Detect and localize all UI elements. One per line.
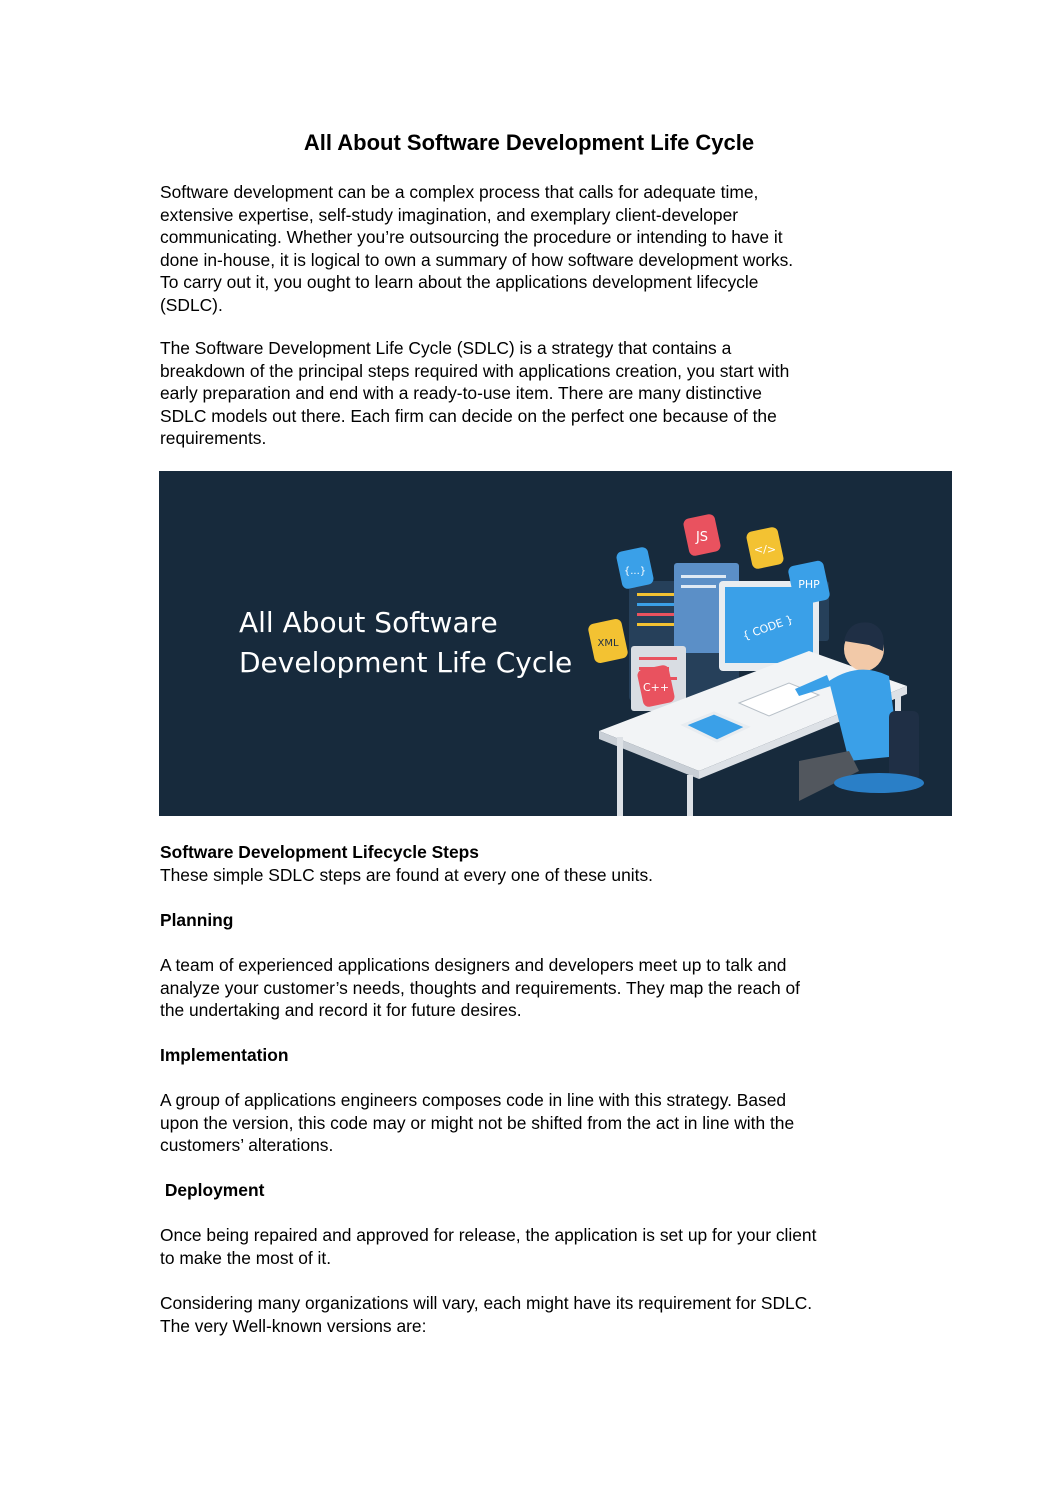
- text-line: A group of applications engineers composes code in line with this strategy. Based: [160, 1090, 787, 1110]
- text-line: breakdown of the principal steps required with applications creation, you start with: [160, 360, 790, 381]
- text-line: Considering many organizations will vary, each might have its requirement for SDLC.: [160, 1293, 813, 1313]
- text-line: These simple SDLC steps are found at every one of these units.: [160, 864, 654, 885]
- close-tag-icon: [745, 526, 784, 570]
- text-line: to make the most of it.: [160, 1247, 332, 1268]
- banner-title: [239, 603, 572, 683]
- braces-tag-label: {...}: [623, 566, 647, 577]
- xml-tag-label: XML: [597, 638, 619, 649]
- php-tag-label: PHP: [798, 578, 820, 591]
- text-line: Once being repaired and approved for release, the application is set up for your client: [160, 1225, 817, 1245]
- close-tag-label: </>: [753, 543, 777, 556]
- text-line: customers’ alterations.: [160, 1135, 334, 1155]
- section-heading: Software Development Lifecycle Steps: [160, 842, 479, 862]
- deployment-heading: Deployment: [160, 1180, 265, 1200]
- text-line: communicating. Whether you’re outsourcing the procedure or intending to have it: [160, 227, 783, 247]
- cpp-tag-label: C++: [642, 681, 670, 694]
- person-body: [829, 670, 899, 761]
- text-line: SDLC models out there. Each firm can decide on the perfect one because of the: [160, 405, 777, 426]
- js-tag-icon: [682, 513, 721, 557]
- text-line: early preparation and end with a ready-to-use item. There are many distinctive: [160, 383, 762, 403]
- implementation-heading: Implementation: [160, 1045, 289, 1065]
- banner-title-line: Development Life Cycle: [239, 646, 573, 679]
- intro-paragraph-1: [160, 181, 920, 316]
- planning-paragraph: [160, 954, 920, 1022]
- text-line: upon the version, this code may or might not be shifted from the act in line with the: [160, 1112, 795, 1133]
- text-line: (SDLC).: [160, 294, 223, 315]
- steps-section: [160, 841, 920, 886]
- text-line: extensive expertise, self-study imagination, and exemplary client-developer: [160, 204, 739, 225]
- js-tag-label: JS: [695, 530, 709, 545]
- implementation-paragraph: [160, 1089, 920, 1157]
- braces-tag-icon: [615, 546, 654, 590]
- banner-title-line: All About Software: [239, 606, 498, 639]
- page-title: All About Software Development Life Cycle: [303, 130, 755, 155]
- closing-paragraph: [160, 1292, 920, 1337]
- chair-icon: [889, 711, 919, 781]
- text-line: done in-house, it is logical to own a summary of how software development works.: [160, 249, 794, 270]
- text-line: To carry out it, you ought to learn about the applications development lifecycle: [160, 272, 759, 292]
- text-line: analyze your customer’s needs, thoughts and requirements. They map the reach of: [160, 977, 800, 998]
- text-line: Software development can be a complex process that calls for adequate time,: [160, 182, 759, 202]
- planning-heading: Planning: [160, 910, 234, 930]
- text-line: The very Well-known versions are:: [160, 1315, 427, 1336]
- deployment-paragraph: [160, 1224, 920, 1269]
- text-line: requirements.: [160, 428, 267, 448]
- text-line: the undertaking and record it for future desires.: [160, 1000, 522, 1020]
- text-line: The Software Development Life Cycle (SDLC) is a strategy that contains a: [160, 338, 732, 358]
- code-screen-label: { CODE }: [740, 612, 795, 643]
- xml-tag-icon: [587, 618, 629, 664]
- hero-banner: [159, 471, 952, 816]
- text-line: A team of experienced applications designers and developers meet up to talk and: [160, 955, 787, 975]
- intro-paragraph-2: [160, 337, 920, 450]
